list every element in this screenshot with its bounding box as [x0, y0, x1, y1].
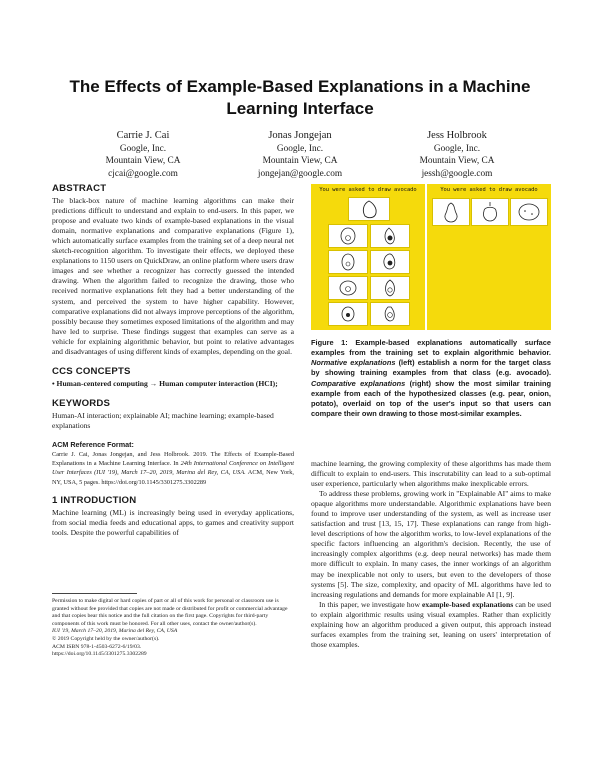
author-email: jongejan@google.com	[257, 168, 343, 179]
author-location: Mountain View, CA	[419, 156, 495, 166]
author-affiliation: Google, Inc.	[433, 143, 481, 154]
footnote	[52, 598, 294, 659]
footnote-rule	[52, 593, 137, 594]
right-column	[311, 459, 551, 650]
introduction-paragraph-2: To address these problems, growing work in "Explainable AI" aims to make opaque algorithms more understandable. Algorithmic explanations have been found to improve user understanding of the system, as well as increase user satisfaction and trust [13, 15, 17]. These explanations can range from high-level descriptions of how the algorithm works, to low-level explanations of the specific factors influencing an algorithm's decision. Recently, the use of increasingly complex algorithms (e.g. deep neural networks) has made them more difficult to explain. In many cases, the inner workings of an algorithm may be inexplicable not only to users, but even to the developers of those systems [5]. The size, complexity, and opacity of ML algorithms have led to increasing regulations and demands for more explainable AI [1, 9].	[311, 489, 551, 599]
example-cell	[370, 302, 410, 326]
reference-format-heading: ACM Reference Format:	[52, 440, 134, 450]
introduction-heading: 1 INTRODUCTION	[52, 494, 137, 506]
target-drawing	[348, 197, 390, 221]
introduction-paragraph-1a: Machine learning (ML) is increasingly being used in everyday applications, from social media feeds and educational apps, to games and creativity support tools. Despite the powerful capabilities of	[52, 507, 294, 538]
avocado-sketch-icon	[371, 251, 409, 273]
avocado-sketch-icon	[329, 303, 367, 325]
author-affiliation: Google, Inc.	[119, 143, 167, 154]
normative-panel	[311, 184, 425, 330]
author-1	[68, 130, 218, 180]
ccs-text: • Human-centered computing → Human computer interaction (HCI);	[52, 378, 278, 388]
permission-notice: Permission to make digital or hard copies of part or all of this work for personal or classroom use is granted without fee provided that copies are not made or distributed for profit or commercial advantage and that copies bear this notice and the full citation on the first page. Copyrights for third-party components of this work must be honored. For all other uses, contact the owner/author(s).	[52, 598, 288, 627]
author-affiliation: Google, Inc.	[276, 143, 324, 154]
avocado-sketch-icon	[329, 277, 367, 299]
footnote-venue: IUI '19, March 17–20, 2019, Marina del Rey, CA, USA	[52, 628, 178, 635]
comparison-cell	[471, 198, 509, 226]
abstract-heading: ABSTRACT	[52, 183, 107, 194]
paper-title: The Effects of Example-Based Explanations in a Machine Learning Interface	[69, 77, 531, 118]
avocado-sketch-icon	[371, 303, 409, 325]
footnote-doi: https://doi.org/10.1145/3301275.3302289	[52, 651, 147, 658]
avocado-sketch-icon	[349, 198, 389, 220]
author-3	[382, 130, 532, 180]
keywords-text: Human-AI interaction; explainable AI; machine learning; example-based explanations	[52, 410, 274, 430]
footnote-copyright: © 2019 Copyright held by the owner/author(s).	[52, 635, 160, 642]
author-name: Jonas Jongejan	[268, 130, 332, 141]
example-cell	[328, 302, 368, 326]
example-cell	[328, 224, 368, 248]
author-name: Carrie J. Cai	[116, 130, 170, 141]
keywords-heading: KEYWORDS	[52, 397, 111, 409]
panel-title: You were asked to draw avocado	[440, 187, 538, 193]
footnote-isbn: ACM ISBN 978-1-4503-6272-6/19/03.	[52, 643, 142, 650]
abstract-text: The black-box nature of machine learning algorithms can make their predictions difficult to understand and explain to end-users. In this paper, we propose and evaluate two kinds of example-based explanations in the visual domain, normative explanations and comparative explanations (Figure 1), which automatically surface examples from the training set of a deep neural net sketch-recognition algorithm. To investigate their effects, we deployed these explanations to 1150 users on QuickDraw, an online platform where users draw images and see whether a recognizer has correctly guessed the intended drawing. When the algorithm failed to recognize the drawing, those who received normative explanations felt they had a better understanding of the system, and perceived the system to have higher capability. However, comparative explanations did not always improve perceptions of the algorithm, possibly because they sometimes exposed limitations of the algorithm and may have led to surprise. These findings suggest that examples can serve as a vehicle for explaining algorithmic behavior, but point to relative advantages and disadvantages of using different kinds of examples, depending on the goal.	[52, 196, 294, 356]
potato-sketch-icon	[511, 199, 547, 225]
ccs-heading: CCS CONCEPTS	[52, 365, 131, 377]
comparison-cell	[510, 198, 548, 226]
onion-sketch-icon	[472, 199, 508, 225]
example-cell	[370, 276, 410, 300]
reference-format-text: Carrie J. Cai, Jonas Jongejan, and Jess Holbrook. 2019. The Effects of Example-Based Explanations in a Machine Learning Interface. In 24th International Conference on Intelligent User Interfaces (IUI '19), March 17–20, 2019, Marina del Rey, CA, USA. ACM, New York, NY, USA, 5 pages. https://doi.org/10.1145/3301275.3302289	[52, 451, 294, 486]
panel-title: You were asked to draw avocado	[319, 187, 417, 193]
example-cell	[370, 224, 410, 248]
author-name: Jess Holbrook	[427, 130, 487, 141]
avocado-sketch-icon	[329, 225, 367, 247]
example-cell	[328, 250, 368, 274]
comparison-cell	[432, 198, 470, 226]
introduction-paragraph-1: machine learning, the growing complexity of these algorithms has made them difficult to explain to end-users. This inscrutability can lead to a sub-optimal user experience, particularly when algorithms make inexplicable errors.	[311, 459, 551, 489]
avocado-sketch-icon	[371, 225, 409, 247]
example-cell	[370, 250, 410, 274]
author-location: Mountain View, CA	[262, 156, 338, 166]
pear-sketch-icon	[433, 199, 469, 225]
author-location: Mountain View, CA	[105, 156, 181, 166]
author-2	[225, 130, 375, 180]
author-email: cjcai@google.com	[108, 168, 178, 179]
avocado-sketch-icon	[371, 277, 409, 299]
introduction-paragraph-3: In this paper, we investigate how example-based explanations can be used to explain algorithmic results using visual examples. Rather than explicitly explaining how an algorithm produced a given output, this approach instead surfaces examples from the training set, leaning on users' interpretation of those examples.	[311, 599, 552, 649]
comparative-panel	[427, 184, 551, 330]
left-column	[52, 184, 294, 538]
figure-caption: Figure 1: Example-based explanations automatically surface examples from the training set to explain algorithmic behavior. Normative explanations (left) establish a norm for the target class by showing training examples from that class (e.g. avocado). Comparative explanations (right) show the most similar training example from each of the hypothesized classes (e.g. pear, onion, potato), overlaid on top of the user's input so that users can compare their own drawing to those most-similar examples.	[311, 338, 551, 419]
avocado-sketch-icon	[329, 251, 367, 273]
example-cell	[328, 276, 368, 300]
author-email: jessh@google.com	[421, 168, 493, 179]
